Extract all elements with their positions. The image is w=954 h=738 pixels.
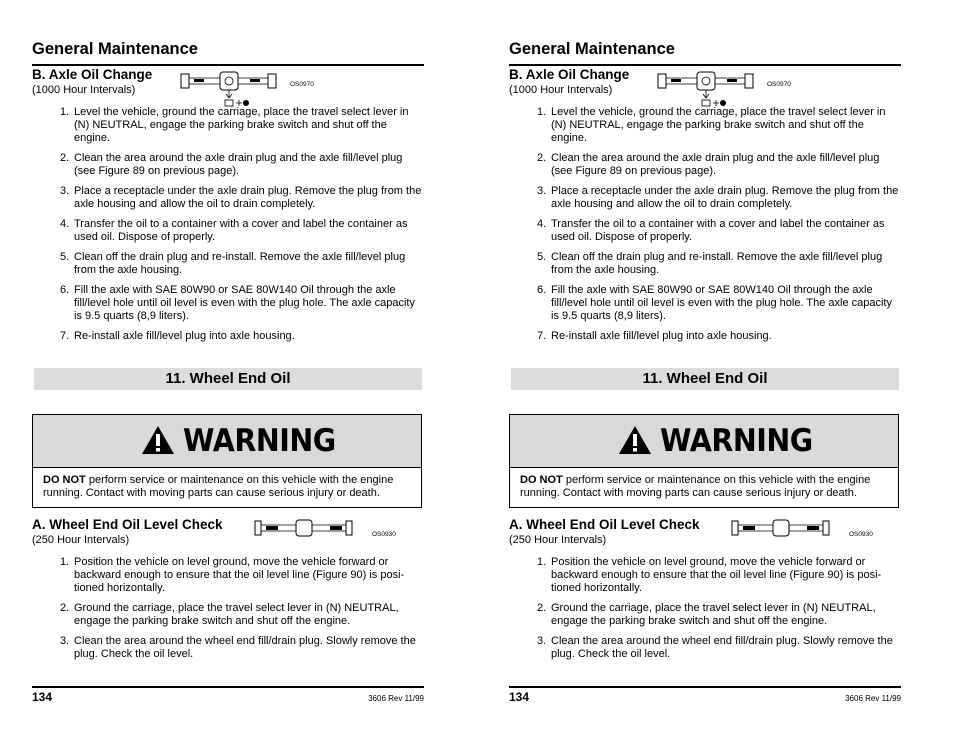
axle-oil-change-title: B. Axle Oil Change	[509, 67, 630, 82]
step-item	[32, 251, 424, 277]
step-item	[509, 251, 901, 277]
step-text: Clean the area around the wheel end fill/drain plug. Slowly remove the plug. Check the oil level.	[551, 635, 893, 660]
warning-title: WARNING	[183, 423, 336, 459]
step-item	[32, 284, 424, 323]
step-text: Ground the carriage, place the travel select lever in (N) NEUTRAL, engage the parking brake switch and shut off the engine.	[74, 602, 399, 627]
axle-oil-change-title: B. Axle Oil Change	[32, 67, 153, 82]
step-number: 7.	[537, 330, 547, 342]
warning-text	[43, 474, 415, 500]
header-rule	[509, 64, 901, 66]
step-text: Clean off the drain plug and re-install. Remove the axle fill/level plug from the axle housing.	[551, 251, 883, 276]
wheel-end-diagram-icon	[254, 518, 354, 540]
warning-do-not: DO NOT	[520, 474, 563, 486]
step-number: 5.	[60, 251, 70, 263]
step-item	[32, 218, 424, 244]
step-text: Place a receptacle under the axle drain plug. Remove the plug from the axle housing and allow the oil to drain completely.	[551, 185, 899, 210]
step-item	[509, 635, 901, 661]
wheel-end-oil-heading: 11. Wheel End Oil	[511, 368, 899, 390]
wheel-end-diagram-icon	[731, 518, 831, 540]
step-text: Level the vehicle, ground the carriage, place the travel select lever in (N) NEUTRAL, engage the parking brake switch and shut off the engine.	[74, 106, 409, 144]
step-item	[32, 556, 424, 595]
warning-message: perform service or maintenance on this vehicle with the engine running. Contact with moving parts can cause serious injury or death.	[43, 474, 394, 499]
warning-banner	[510, 415, 898, 468]
warning-triangle-icon	[618, 425, 652, 455]
step-item	[32, 330, 424, 343]
step-item	[509, 218, 901, 244]
diagram-code: OS0970	[767, 81, 791, 88]
step-text: Place a receptacle under the axle drain plug. Remove the plug from the axle housing and allow the oil to drain completely.	[74, 185, 422, 210]
step-number: 7.	[60, 330, 70, 342]
step-text: Clean the area around the axle drain plug and the axle fill/level plug (see Figure 89 on previous page).	[74, 152, 403, 177]
wheel-end-check-steps	[32, 556, 424, 668]
step-number: 4.	[60, 218, 70, 230]
wheel-end-check-interval: (250 Hour Intervals)	[32, 534, 130, 546]
wheel-end-check-steps	[509, 556, 901, 668]
step-item	[32, 106, 424, 145]
step-text: Position the vehicle on level ground, move the vehicle forward or backward enough to ensure that the oil level line (Figure 90) is posi-tioned horizontally.	[74, 556, 405, 594]
page-number: 134	[32, 690, 53, 704]
step-item	[32, 185, 424, 211]
axle-oil-change-interval: (1000 Hour Intervals)	[32, 84, 136, 96]
step-item	[32, 635, 424, 661]
wheel-end-check-title: A. Wheel End Oil Level Check	[32, 517, 223, 532]
step-number: 1.	[537, 556, 547, 568]
header-rule	[32, 64, 424, 66]
diagram-code: OS0930	[849, 531, 873, 538]
axle-diagram-icon	[180, 70, 278, 108]
step-text: Re-install axle fill/level plug into axle housing.	[551, 330, 772, 342]
step-text: Clean the area around the wheel end fill/drain plug. Slowly remove the plug. Check the oil level.	[74, 635, 416, 660]
step-text: Clean off the drain plug and re-install. Remove the axle fill/level plug from the axle housing.	[74, 251, 406, 276]
step-number: 2.	[60, 602, 70, 614]
wheel-end-check-interval: (250 Hour Intervals)	[509, 534, 607, 546]
step-number: 3.	[537, 635, 547, 647]
step-number: 1.	[60, 106, 70, 118]
diagram-code: OS0930	[372, 531, 396, 538]
page-number: 134	[509, 690, 530, 704]
step-text: Fill the axle with SAE 80W90 or SAE 80W140 Oil through the axle fill/level hole until oil level is even with the plug hole. The axle capacity is 9.5 quarts (8,9 liters).	[74, 284, 415, 322]
step-item	[509, 602, 901, 628]
step-number: 3.	[537, 185, 547, 197]
step-number: 6.	[60, 284, 70, 296]
step-item	[509, 152, 901, 178]
diagram-code: OS0970	[290, 81, 314, 88]
step-text: Clean the area around the axle drain plug and the axle fill/level plug (see Figure 89 on previous page).	[551, 152, 880, 177]
warning-box	[509, 414, 899, 508]
step-number: 6.	[537, 284, 547, 296]
warning-triangle-icon	[141, 425, 175, 455]
manual-page	[32, 0, 422, 738]
warning-title: WARNING	[660, 423, 813, 459]
manual-page	[509, 0, 899, 738]
warning-box	[32, 414, 422, 508]
step-item	[32, 152, 424, 178]
axle-oil-change-steps	[509, 106, 901, 350]
revision-code: 3606 Rev 11/99	[368, 694, 424, 703]
step-item	[509, 185, 901, 211]
step-number: 2.	[60, 152, 70, 164]
revision-code: 3606 Rev 11/99	[845, 694, 901, 703]
step-text: Transfer the oil to a container with a cover and label the container as used oil. Dispose of properly.	[74, 218, 408, 243]
page-header: General Maintenance	[32, 40, 198, 58]
step-number: 4.	[537, 218, 547, 230]
step-text: Position the vehicle on level ground, move the vehicle forward or backward enough to ensure that the oil level line (Figure 90) is posi-tioned horizontally.	[551, 556, 882, 594]
step-number: 1.	[60, 556, 70, 568]
step-number: 1.	[537, 106, 547, 118]
step-text: Fill the axle with SAE 80W90 or SAE 80W140 Oil through the axle fill/level hole until oil level is even with the plug hole. The axle capacity is 9.5 quarts (8,9 liters).	[551, 284, 892, 322]
step-item	[509, 556, 901, 595]
axle-diagram-icon	[657, 70, 755, 108]
warning-banner	[33, 415, 421, 468]
step-number: 3.	[60, 635, 70, 647]
wheel-end-oil-heading: 11. Wheel End Oil	[34, 368, 422, 390]
footer-rule	[32, 686, 424, 688]
footer-rule	[509, 686, 901, 688]
step-item	[509, 330, 901, 343]
page-header: General Maintenance	[509, 40, 675, 58]
step-number: 2.	[537, 602, 547, 614]
step-number: 3.	[60, 185, 70, 197]
step-text: Re-install axle fill/level plug into axle housing.	[74, 330, 295, 342]
axle-oil-change-steps	[32, 106, 424, 350]
warning-text	[520, 474, 892, 500]
step-text: Ground the carriage, place the travel select lever in (N) NEUTRAL, engage the parking brake switch and shut off the engine.	[551, 602, 876, 627]
axle-oil-change-interval: (1000 Hour Intervals)	[509, 84, 613, 96]
step-number: 2.	[537, 152, 547, 164]
step-item	[509, 284, 901, 323]
step-text: Level the vehicle, ground the carriage, place the travel select lever in (N) NEUTRAL, engage the parking brake switch and shut off the engine.	[551, 106, 886, 144]
step-number: 5.	[537, 251, 547, 263]
warning-do-not: DO NOT	[43, 474, 86, 486]
step-text: Transfer the oil to a container with a cover and label the container as used oil. Dispose of properly.	[551, 218, 885, 243]
step-item	[32, 602, 424, 628]
wheel-end-check-title: A. Wheel End Oil Level Check	[509, 517, 700, 532]
step-item	[509, 106, 901, 145]
warning-message: perform service or maintenance on this vehicle with the engine running. Contact with moving parts can cause serious injury or death.	[520, 474, 871, 499]
